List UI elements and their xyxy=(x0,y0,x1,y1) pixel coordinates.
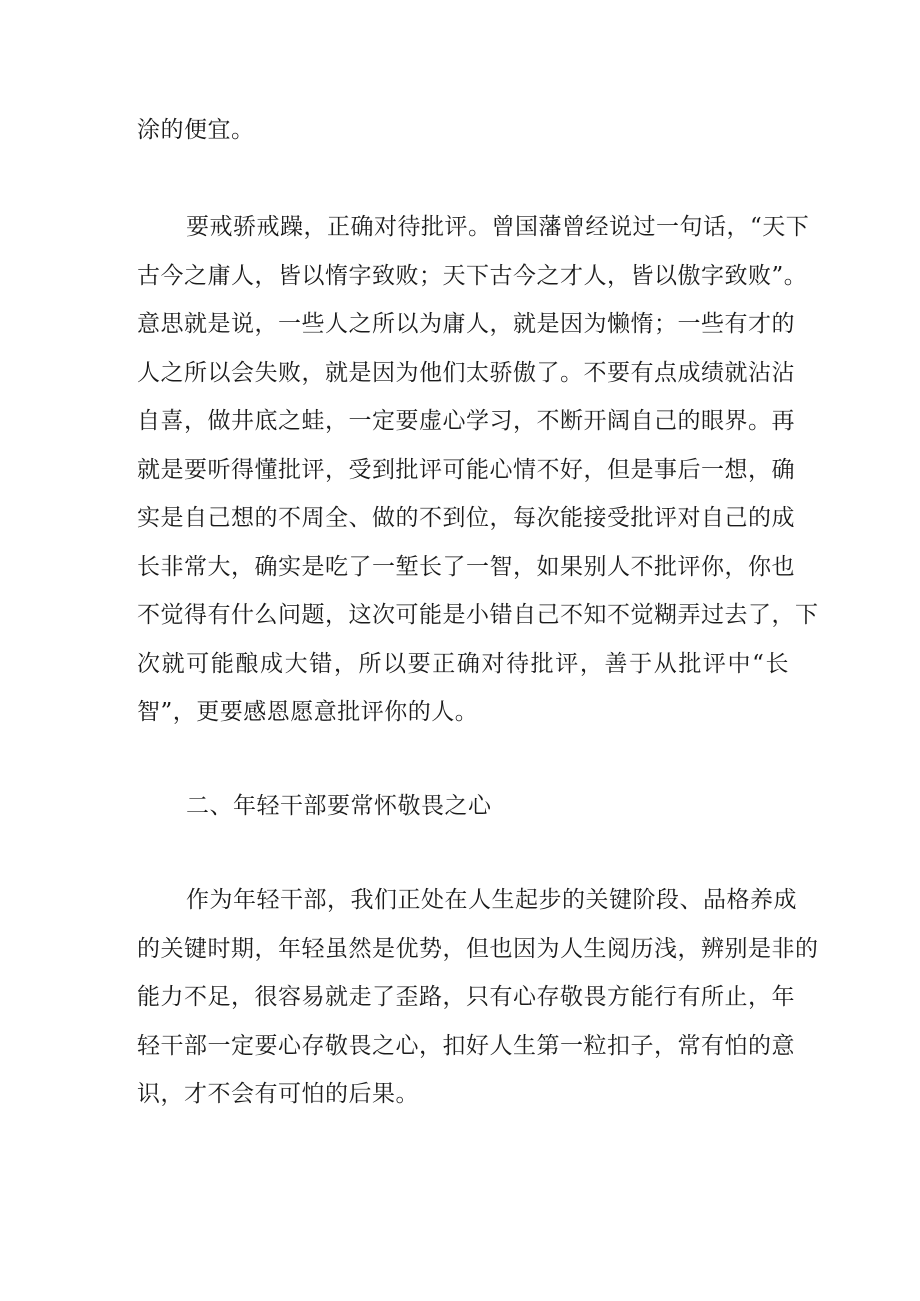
paragraph-2-line-8: 长非常大，确实是吃了一堑长了一智，如果别人不批评你，你也 xyxy=(137,554,795,580)
paragraph-2-line-2: 古今之庸人，皆以惰字致败；天下古今之才人，皆以傲字致败”。 xyxy=(137,263,808,289)
paragraph-1-line-1: 涂的便宜。 xyxy=(137,117,255,143)
paragraph-2-line-5: 自喜，做井底之蛙，一定要虚心学习，不断开阔自己的眼界。再 xyxy=(137,408,795,434)
paragraph-2-line-1: 要戒骄戒躁，正确对待批评。曾国藩曾经说过一句话，“天下 xyxy=(186,214,810,240)
paragraph-2-line-11: 智”，更要感恩愿意批评你的人。 xyxy=(137,699,479,725)
paragraph-2-line-10: 次就可能酿成大错，所以要正确对待批评，善于从批评中“长 xyxy=(137,651,789,677)
paragraph-3-line-2: 的关键时期，年轻虽然是优势，但也因为人生阅历浅，辨别是非的 xyxy=(137,936,819,962)
paragraph-2-line-4: 人之所以会失败，就是因为他们太骄傲了。不要有点成绩就沾沾 xyxy=(137,360,795,386)
section-heading: 二、年轻干部要常怀敬畏之心 xyxy=(186,793,492,819)
paragraph-3-line-5: 识，才不会有可怕的后果。 xyxy=(137,1081,419,1107)
paragraph-3-line-3: 能力不足，很容易就走了歪路，只有心存敬畏方能行有所止，年 xyxy=(137,984,795,1010)
paragraph-3-line-4: 轻干部一定要心存敬畏之心，扣好人生第一粒扣子，常有怕的意 xyxy=(137,1033,795,1059)
paragraph-2-line-7: 实是自己想的不周全、做的不到位，每次能接受批评对自己的成 xyxy=(137,505,795,531)
paragraph-3-line-1: 作为年轻干部，我们正处在人生起步的关键阶段、品格养成 xyxy=(186,887,797,913)
paragraph-2-line-6: 就是要听得懂批评，受到批评可能心情不好，但是事后一想，确 xyxy=(137,457,795,483)
paragraph-2-line-9: 不觉得有什么问题，这次可能是小错自己不知不觉糊弄过去了，下 xyxy=(137,602,819,628)
paragraph-2-line-3: 意思就是说，一些人之所以为庸人，就是因为懒惰；一些有才的 xyxy=(137,311,795,337)
